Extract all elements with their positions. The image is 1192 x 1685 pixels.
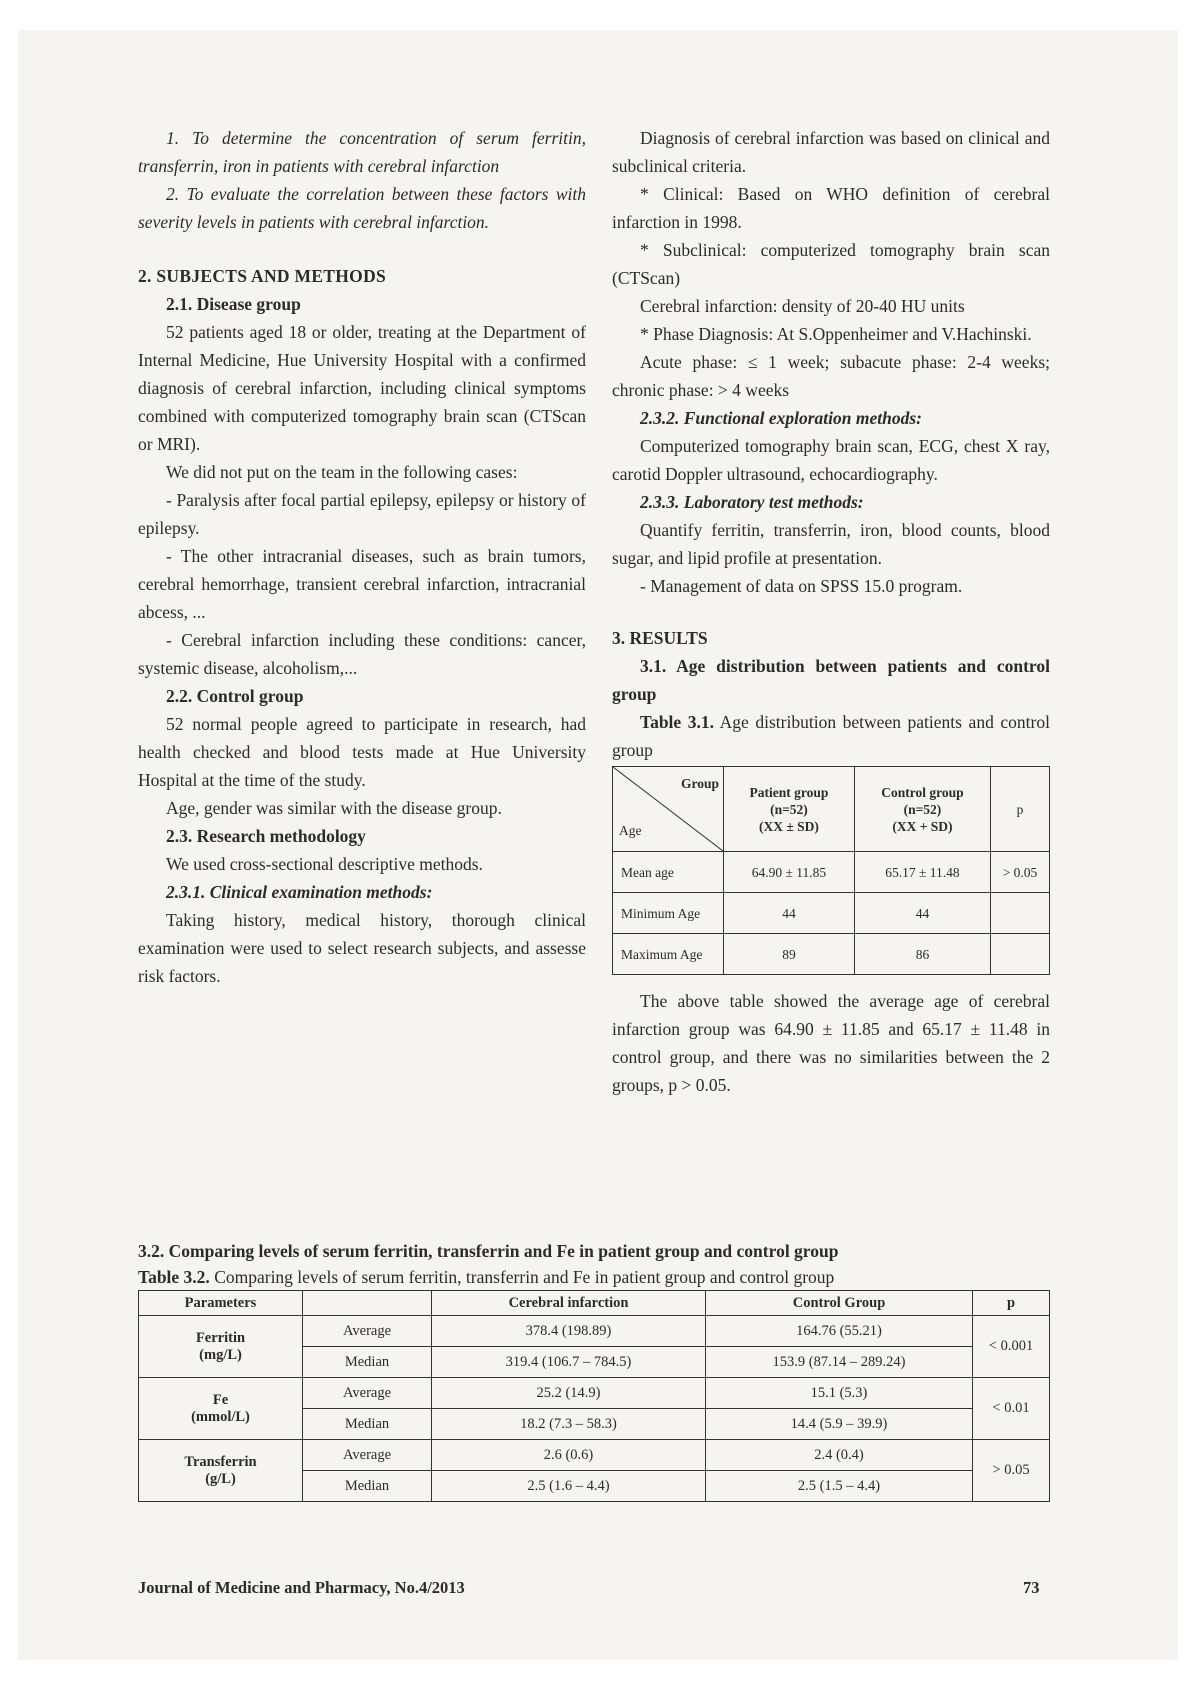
control-value: 44 — [854, 893, 990, 934]
control-value: 2.4 (0.4) — [706, 1440, 973, 1471]
parameter-name — [139, 1440, 303, 1502]
table-row — [613, 934, 1050, 975]
stat-label: Median — [303, 1347, 432, 1378]
header-p: p — [991, 767, 1050, 852]
section-2-3-1-heading: 2.3.1. Clinical examination methods: — [166, 882, 433, 902]
cerebral-value: 2.5 (1.6 – 4.4) — [432, 1471, 706, 1502]
table-3-2-container — [138, 1290, 1050, 1502]
diagnosis-paragraph: Diagnosis of cerebral infarction was based on clinical and subclinical criteria. — [612, 128, 1050, 176]
table-3-2-caption-text: Comparing levels of serum ferritin, transferrin and Fe in patient group and control group — [209, 1267, 835, 1287]
patient-header-line-1: Patient group — [749, 784, 829, 800]
data-management-paragraph: - Management of data on SPSS 15.0 program. — [640, 576, 963, 596]
table-3-1-caption-label: Table 3.1. — [640, 712, 715, 732]
stat-label: Average — [303, 1378, 432, 1409]
diagnosis-subclinical: * Subclinical: computerized tomography brain scan (CTScan) — [612, 240, 1050, 288]
parameter-unit: (mg/L) — [199, 1346, 242, 1363]
table-3-1-caption-text: Age distribution between patients and control group — [612, 712, 1050, 760]
section-3-2-heading: 3.2. Comparing levels of serum ferritin, transferrin and Fe in patient group and control group — [138, 1241, 839, 1261]
right-column — [612, 124, 1050, 1099]
parameter-unit: (mmol/L) — [191, 1408, 250, 1425]
section-2-1-heading: 2.1. Disease group — [166, 294, 301, 314]
objective-1: 1. To determine the concentration of serum ferritin, transferrin, iron in patients with cerebral infarction — [138, 128, 586, 176]
functional-methods-paragraph: Computerized tomography brain scan, ECG, chest X ray, carotid Doppler ultrasound, echocardiography. — [612, 436, 1050, 484]
exclusion-item-1: - Paralysis after focal partial epilepsy, epilepsy or history of epilepsy. — [138, 490, 586, 538]
table-row — [139, 1378, 1050, 1409]
control-value: 14.4 (5.9 – 39.9) — [706, 1409, 973, 1440]
parameter-name-line-1: Transferrin — [184, 1453, 257, 1470]
header-blank — [303, 1291, 432, 1316]
patient-header-line-2: (n=52) — [770, 801, 808, 817]
table-3-1-caption — [612, 708, 1050, 764]
table-3-2-caption-label: Table 3.2. — [138, 1267, 210, 1287]
section-2-heading: 2. SUBJECTS AND METHODS — [138, 266, 387, 286]
patient-value: 89 — [724, 934, 855, 975]
stat-label: Average — [303, 1316, 432, 1347]
control-value: 15.1 (5.3) — [706, 1378, 973, 1409]
table-3-2-header-row — [139, 1291, 1050, 1316]
control-value: 2.5 (1.5 – 4.4) — [706, 1471, 973, 1502]
row-label: Minimum Age — [613, 893, 724, 934]
p-value: > 0.05 — [973, 1440, 1050, 1502]
parameter-name-line-1: Fe — [212, 1391, 229, 1408]
table-3-1-corner-cell — [613, 767, 724, 852]
header-patient-group — [724, 767, 855, 852]
stat-label: Average — [303, 1440, 432, 1471]
cerebral-value: 18.2 (7.3 – 58.3) — [432, 1409, 706, 1440]
diagnosis-clinical: * Clinical: Based on WHO definition of cerebral infarction in 1998. — [612, 184, 1050, 232]
control-value: 164.76 (55.21) — [706, 1316, 973, 1347]
patient-value: 44 — [724, 893, 855, 934]
table-3-2-caption — [138, 1264, 1058, 1290]
parameter-name-line-1: Ferritin — [195, 1329, 246, 1346]
section-2-2-heading: 2.2. Control group — [166, 686, 304, 706]
patient-header-line-3: (XX ± SD) — [758, 818, 819, 834]
control-value: 153.9 (87.14 – 289.24) — [706, 1347, 973, 1378]
cerebral-value: 378.4 (198.89) — [432, 1316, 706, 1347]
p-value — [991, 934, 1050, 975]
control-header-line-1: Control group — [881, 784, 964, 800]
table-row — [613, 893, 1050, 934]
table-3-1 — [612, 766, 1050, 975]
control-group-paragraph: 52 normal people agreed to participate in research, had health checked and blood tests made at Hue University Hospital at the time of the study. — [138, 714, 586, 790]
exclusion-intro: We did not put on the team in the following cases: — [166, 462, 518, 482]
parameter-name — [139, 1316, 303, 1378]
cerebral-value: 2.6 (0.6) — [432, 1440, 706, 1471]
corner-group-label: Group — [680, 776, 719, 791]
control-value: 86 — [854, 934, 990, 975]
header-parameters: Parameters — [139, 1291, 303, 1316]
control-header-line-2: (n=52) — [903, 801, 942, 817]
control-header-line-3: (XX + SD) — [892, 818, 953, 834]
parameter-unit: (g/L) — [205, 1470, 236, 1487]
page-number: 73 — [1023, 1578, 1040, 1597]
p-value: < 0.001 — [973, 1316, 1050, 1378]
stat-label: Median — [303, 1471, 432, 1502]
section-3-heading: 3. RESULTS — [612, 628, 708, 648]
disease-group-paragraph: 52 patients aged 18 or older, treating at the Department of Internal Medicine, Hue University Hospital with a confirmed diagnosis of cerebral infarction, including clinical symptoms combined with computerized tomography brain scan (CTScan or MRI). — [138, 322, 586, 454]
header-control-group — [854, 767, 990, 852]
results-paragraph: The above table showed the average age of cerebral infarction group was 64.90 ± 11.85 and 65.17 ± 11.48 in control group, and there was no similarities between the 2 groups, p > 0.05. — [612, 991, 1050, 1095]
objective-2: 2. To evaluate the correlation between these factors with severity levels in patients with cerebral infarction. — [138, 184, 586, 232]
table-row — [139, 1316, 1050, 1347]
p-value — [991, 893, 1050, 934]
cerebral-value: 319.4 (106.7 – 784.5) — [432, 1347, 706, 1378]
row-label: Maximum Age — [613, 934, 724, 975]
cerebral-value: 25.2 (14.9) — [432, 1378, 706, 1409]
journal-footer: Journal of Medicine and Pharmacy, No.4/2013 — [138, 1578, 465, 1597]
table-row — [613, 852, 1050, 893]
section-2-3-2-heading: 2.3.2. Functional exploration methods: — [640, 408, 922, 428]
header-cerebral-infarction: Cerebral infarction — [432, 1291, 706, 1316]
section-3-1-heading: 3.1. Age distribution between patients and control group — [612, 656, 1050, 704]
section-2-3-3-heading: 2.3.3. Laboratory test methods: — [640, 492, 864, 512]
patient-value: 64.90 ± 11.85 — [724, 852, 855, 893]
header-p: p — [973, 1291, 1050, 1316]
p-value: < 0.01 — [973, 1378, 1050, 1440]
section-2-3-heading: 2.3. Research methodology — [166, 826, 366, 846]
p-value: > 0.05 — [991, 852, 1050, 893]
corner-age-label: Age — [619, 823, 642, 838]
row-label: Mean age — [613, 852, 724, 893]
table-row — [139, 1440, 1050, 1471]
clinical-exam-paragraph: Taking history, medical history, thorough clinical examination were used to select research subjects, and assesse risk factors. — [138, 910, 586, 986]
parameter-name — [139, 1378, 303, 1440]
diagnosis-phase: * Phase Diagnosis: At S.Oppenheimer and V.Hachinski. — [640, 324, 1032, 344]
exclusion-item-3: - Cerebral infarction including these conditions: cancer, systemic disease, alcoholism,... — [138, 630, 586, 678]
table-3-1-header-row — [613, 767, 1050, 852]
lab-methods-paragraph: Quantify ferritin, transferrin, iron, blood counts, blood sugar, and lipid profile at presentation. — [612, 520, 1050, 568]
left-column — [138, 124, 586, 990]
header-control-group: Control Group — [706, 1291, 973, 1316]
section-3-2 — [138, 1238, 1058, 1290]
control-group-similarity: Age, gender was similar with the disease group. — [166, 798, 502, 818]
methodology-paragraph: We used cross-sectional descriptive methods. — [166, 854, 483, 874]
diagnosis-phases: Acute phase: ≤ 1 week; subacute phase: 2-4 weeks; chronic phase: > 4 weeks — [612, 352, 1050, 400]
control-value: 65.17 ± 11.48 — [854, 852, 990, 893]
stat-label: Median — [303, 1409, 432, 1440]
table-3-2 — [138, 1290, 1050, 1502]
diagnosis-density: Cerebral infarction: density of 20-40 HU units — [640, 296, 965, 316]
exclusion-item-2: - The other intracranial diseases, such as brain tumors, cerebral hemorrhage, transient cerebral infarction, intracranial abcess, ... — [138, 546, 586, 622]
